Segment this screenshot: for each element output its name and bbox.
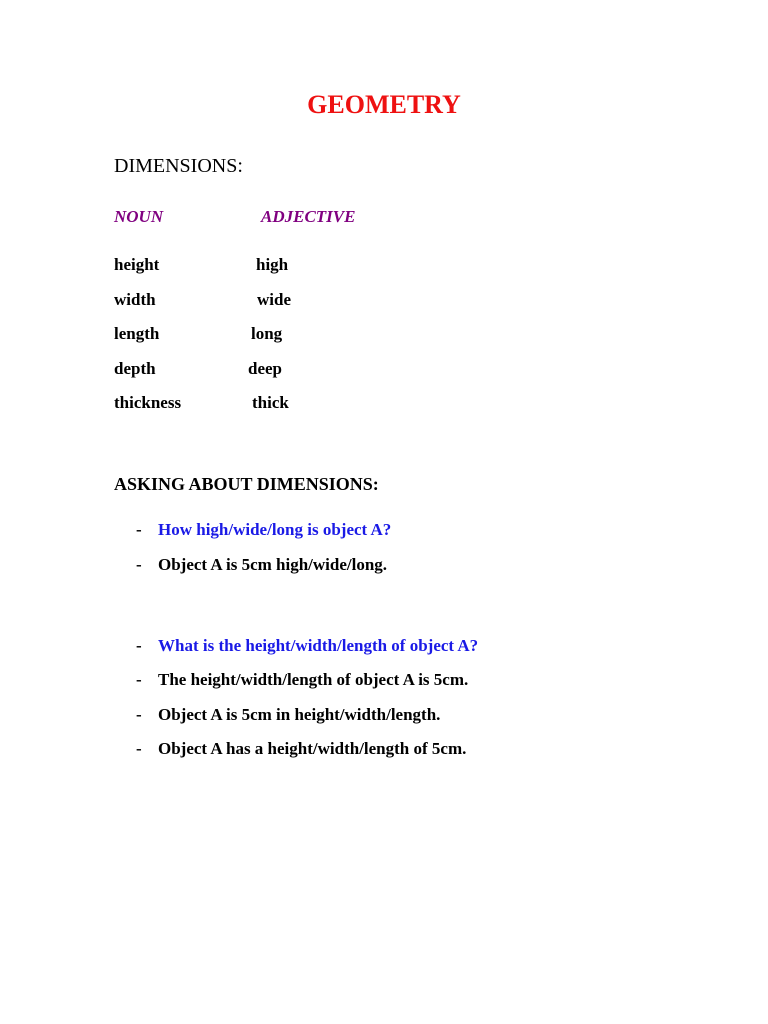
bullet-dash: - <box>136 520 142 539</box>
vocab-adjective: long <box>251 324 283 343</box>
question-text: How high/wide/long is object A? <box>158 520 392 539</box>
answer-line <box>136 705 440 725</box>
vocab-noun: depth <box>114 359 156 378</box>
bullet-dash: - <box>136 705 142 724</box>
question-text: What is the height/width/length of object A? <box>158 636 479 655</box>
answer-text: The height/width/length of object A is 5cm. <box>158 670 469 689</box>
answer-line <box>136 555 387 575</box>
answer-line <box>136 739 466 759</box>
bullet-dash: - <box>136 636 142 655</box>
vocab-noun: thickness <box>114 393 182 412</box>
vocab-noun: height <box>114 255 160 274</box>
answer-text: Object A has a height/width/length of 5cm. <box>158 739 467 758</box>
page-title: GEOMETRY <box>307 90 461 119</box>
asking-heading: ASKING ABOUT DIMENSIONS: <box>114 474 379 494</box>
vocab-adjective: wide <box>257 290 291 309</box>
bullet-dash: - <box>136 739 142 758</box>
adjective-column-heading: ADJECTIVE <box>261 207 356 226</box>
bullet-dash: - <box>136 670 142 689</box>
vocab-adjective: high <box>256 255 289 274</box>
vocab-noun: width <box>114 290 156 309</box>
vocab-noun: length <box>114 324 160 343</box>
question-line <box>136 636 478 656</box>
vocab-adjective: deep <box>248 359 282 378</box>
dimensions-heading: DIMENSIONS: <box>114 155 243 177</box>
bullet-dash: - <box>136 555 142 574</box>
noun-column-heading: NOUN <box>114 207 164 226</box>
question-line <box>136 520 391 540</box>
answer-text: Object A is 5cm in height/width/length. <box>158 705 441 724</box>
answer-line <box>136 670 468 690</box>
vocab-adjective: thick <box>252 393 289 412</box>
answer-text: Object A is 5cm high/wide/long. <box>158 555 388 574</box>
